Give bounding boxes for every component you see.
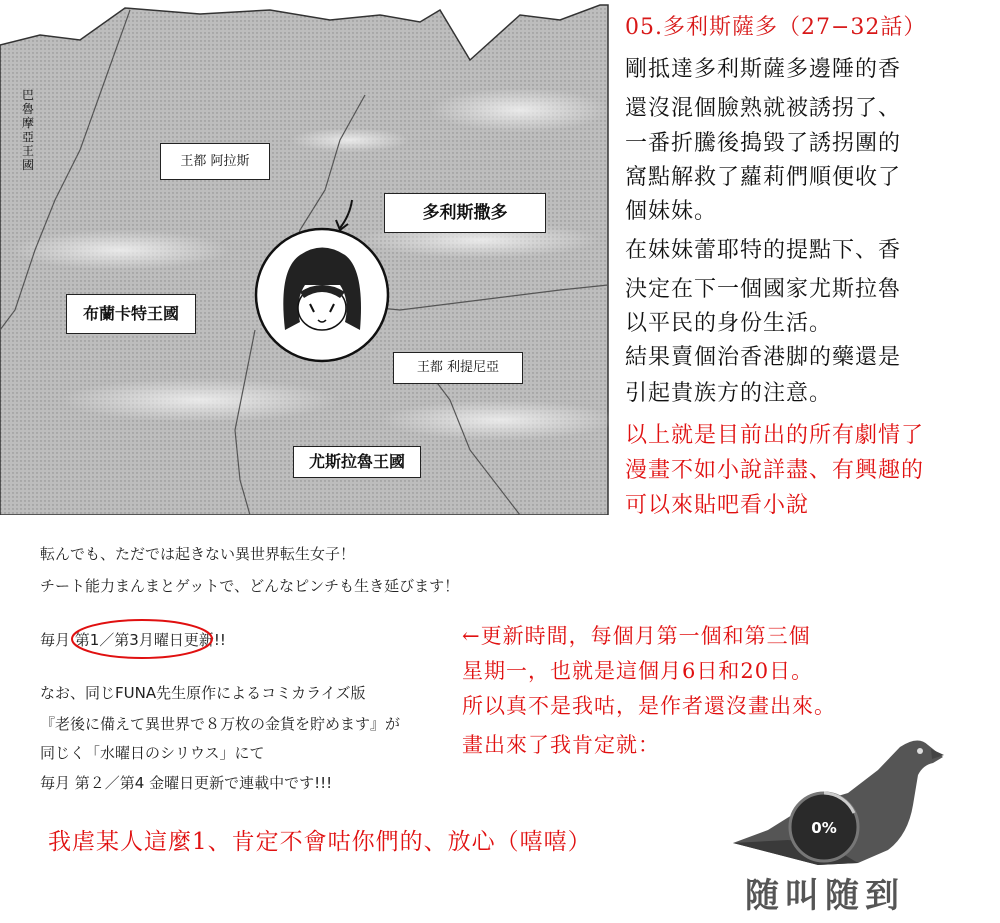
map-label-capital-ritinia: 王都 利提尼亞 <box>393 352 523 384</box>
story-line: 剛抵達多利斯薩多邊陲的香 <box>625 57 902 82</box>
note-line: ←更新時間，每個月第一個和第三個 <box>462 624 811 648</box>
map-label-brankato: 布蘭卡特王國 <box>66 294 196 334</box>
story-line: 一番折騰後搗毀了誘拐團的 <box>625 131 902 156</box>
jp-text-line: 転んでも、ただでは起きない異世界転生女子！ <box>40 545 356 563</box>
map-illustration <box>0 0 610 515</box>
story-line: 個妹妹。 <box>625 199 718 224</box>
highlight-circle <box>68 617 216 661</box>
jp-text-line: 毎月 第1／第3月曜日更新!! <box>40 631 226 649</box>
story-line: 還沒混個臉熟就被誘拐了、 <box>625 96 902 121</box>
bottom-red-text: 我虐某人這麼1、肯定不會咕你們的、放心（嘻嘻） <box>48 829 592 855</box>
pigeon-caption: 随叫随到 <box>745 876 905 916</box>
note-line: 星期一，也就是這個月6日和20日。 <box>462 659 814 683</box>
note-line: 畫出來了我肯定就： <box>462 733 660 757</box>
map-label-yusraru: 尤斯拉魯王國 <box>293 446 421 478</box>
note-line: 所以真不是我咕，是作者還沒畫出來。 <box>462 694 836 718</box>
story-line: 決定在下一個國家尤斯拉魯 <box>625 277 902 302</box>
map-label-dorisata: 多利斯撒多 <box>384 193 546 233</box>
jp-text-line: 毎月 第２／第4 金曜日更新で連載中です!!! <box>40 774 333 792</box>
story-red-line: 可以來貼吧看小說 <box>625 493 810 518</box>
jp-text-line: なお、同じFUNA先生原作によるコミカライズ版 <box>40 684 366 702</box>
story-line: 結果賣個治香港脚的藥還是 <box>625 345 902 370</box>
story-line: 在妹妹蕾耶特的提點下、香 <box>625 238 902 263</box>
progress-percent: 0% <box>811 819 837 837</box>
story-line: 以平民的身份生活。 <box>625 311 833 336</box>
story-red-line: 漫畫不如小說詳盡、有興趣的 <box>625 458 925 483</box>
map-panel <box>0 0 610 515</box>
story-line: 窩點解救了蘿莉們順便收了 <box>625 165 902 190</box>
map-label-capital-aras: 王都 阿拉斯 <box>160 143 270 180</box>
jp-text-line: 同じく「水曜日のシリウス」にて <box>40 744 265 762</box>
story-line: 引起貴族方的注意。 <box>625 381 833 406</box>
jp-text-line: 『老後に備えて異世界で８万枚の金貨を貯めます』が <box>40 715 401 733</box>
story-title: 05.多利斯薩多（27−32話） <box>625 15 927 40</box>
map-label-baru-moa: 巴魯摩亞王國 <box>22 88 35 172</box>
jp-text-line: チート能力まんまとゲットで、どんなピンチも生き延びます！ <box>40 577 460 595</box>
pigeon-image <box>728 735 978 870</box>
story-red-line: 以上就是目前出的所有劇情了 <box>625 423 925 448</box>
